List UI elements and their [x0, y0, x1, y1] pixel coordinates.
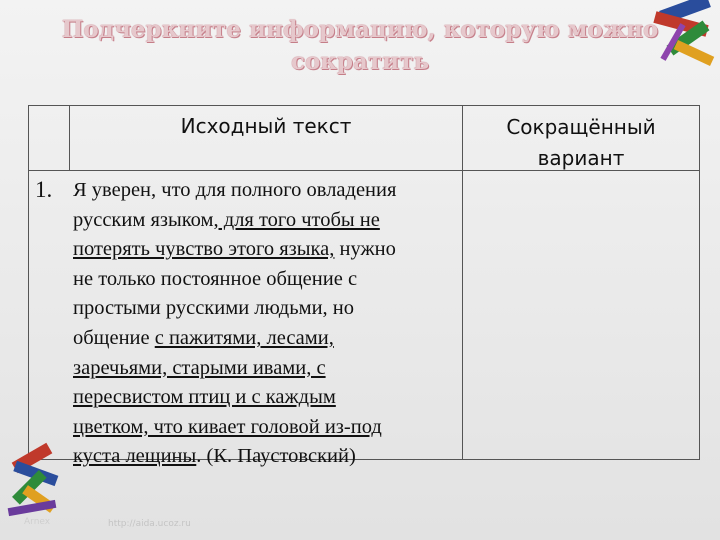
text-fragment: русским языком — [73, 208, 214, 231]
footer-url: http://aida.ucoz.ru — [108, 519, 191, 529]
text-fragment: не только постоянное общение с — [73, 267, 358, 290]
source-text-line — [73, 324, 462, 354]
source-text-line — [73, 176, 462, 206]
underlined-fragment: куста лещины — [73, 445, 197, 468]
header-source-text: Исходный текст — [70, 105, 462, 171]
slide-title — [30, 14, 690, 78]
underlined-fragment: пересвистом птиц и с каждым — [73, 386, 336, 409]
comparison-table — [28, 105, 700, 468]
slide-title-line-2: сократить — [290, 48, 430, 75]
text-fragment: общение — [73, 326, 155, 349]
source-text-line — [73, 354, 462, 384]
underlined-fragment: потерять чувство этого языка, — [73, 238, 335, 261]
source-text-line — [73, 413, 462, 443]
underlined-fragment: с пажитями, лесами, — [154, 326, 334, 349]
underlined-fragment: цветком, что кивает головой из-под — [73, 415, 382, 438]
underlined-fragment: , для того чтобы не — [213, 208, 380, 231]
books-clipart-icon — [630, 0, 720, 100]
books-clipart-icon — [4, 442, 68, 522]
header-short-version — [462, 105, 700, 171]
source-text-line — [73, 294, 462, 324]
text-fragment: Я уверен, что для полного овладения — [73, 179, 397, 201]
header-number-cell — [28, 105, 70, 171]
source-text-line — [73, 442, 462, 472]
text-fragment: нужно — [334, 238, 396, 261]
slide-title-line-1: Подчеркните информацию, которую можно — [61, 16, 659, 43]
source-text-line — [73, 383, 462, 413]
row-number: 1. — [28, 171, 70, 460]
source-text-cell — [70, 171, 462, 468]
footer-mark: Arnex — [24, 517, 51, 527]
underlined-fragment: заречьями, старыми ивами, с — [73, 356, 326, 379]
source-text-line — [73, 265, 462, 295]
text-fragment: простыми русскими людьми, но — [73, 297, 355, 320]
header-short-line-2: вариант — [537, 146, 625, 170]
source-text-line — [73, 235, 462, 265]
text-fragment: . (К. Паустовский) — [196, 445, 356, 468]
header-short-line-1: Сокращённый — [506, 115, 656, 139]
short-version-cell[interactable] — [462, 171, 700, 460]
source-text-line — [73, 206, 462, 236]
